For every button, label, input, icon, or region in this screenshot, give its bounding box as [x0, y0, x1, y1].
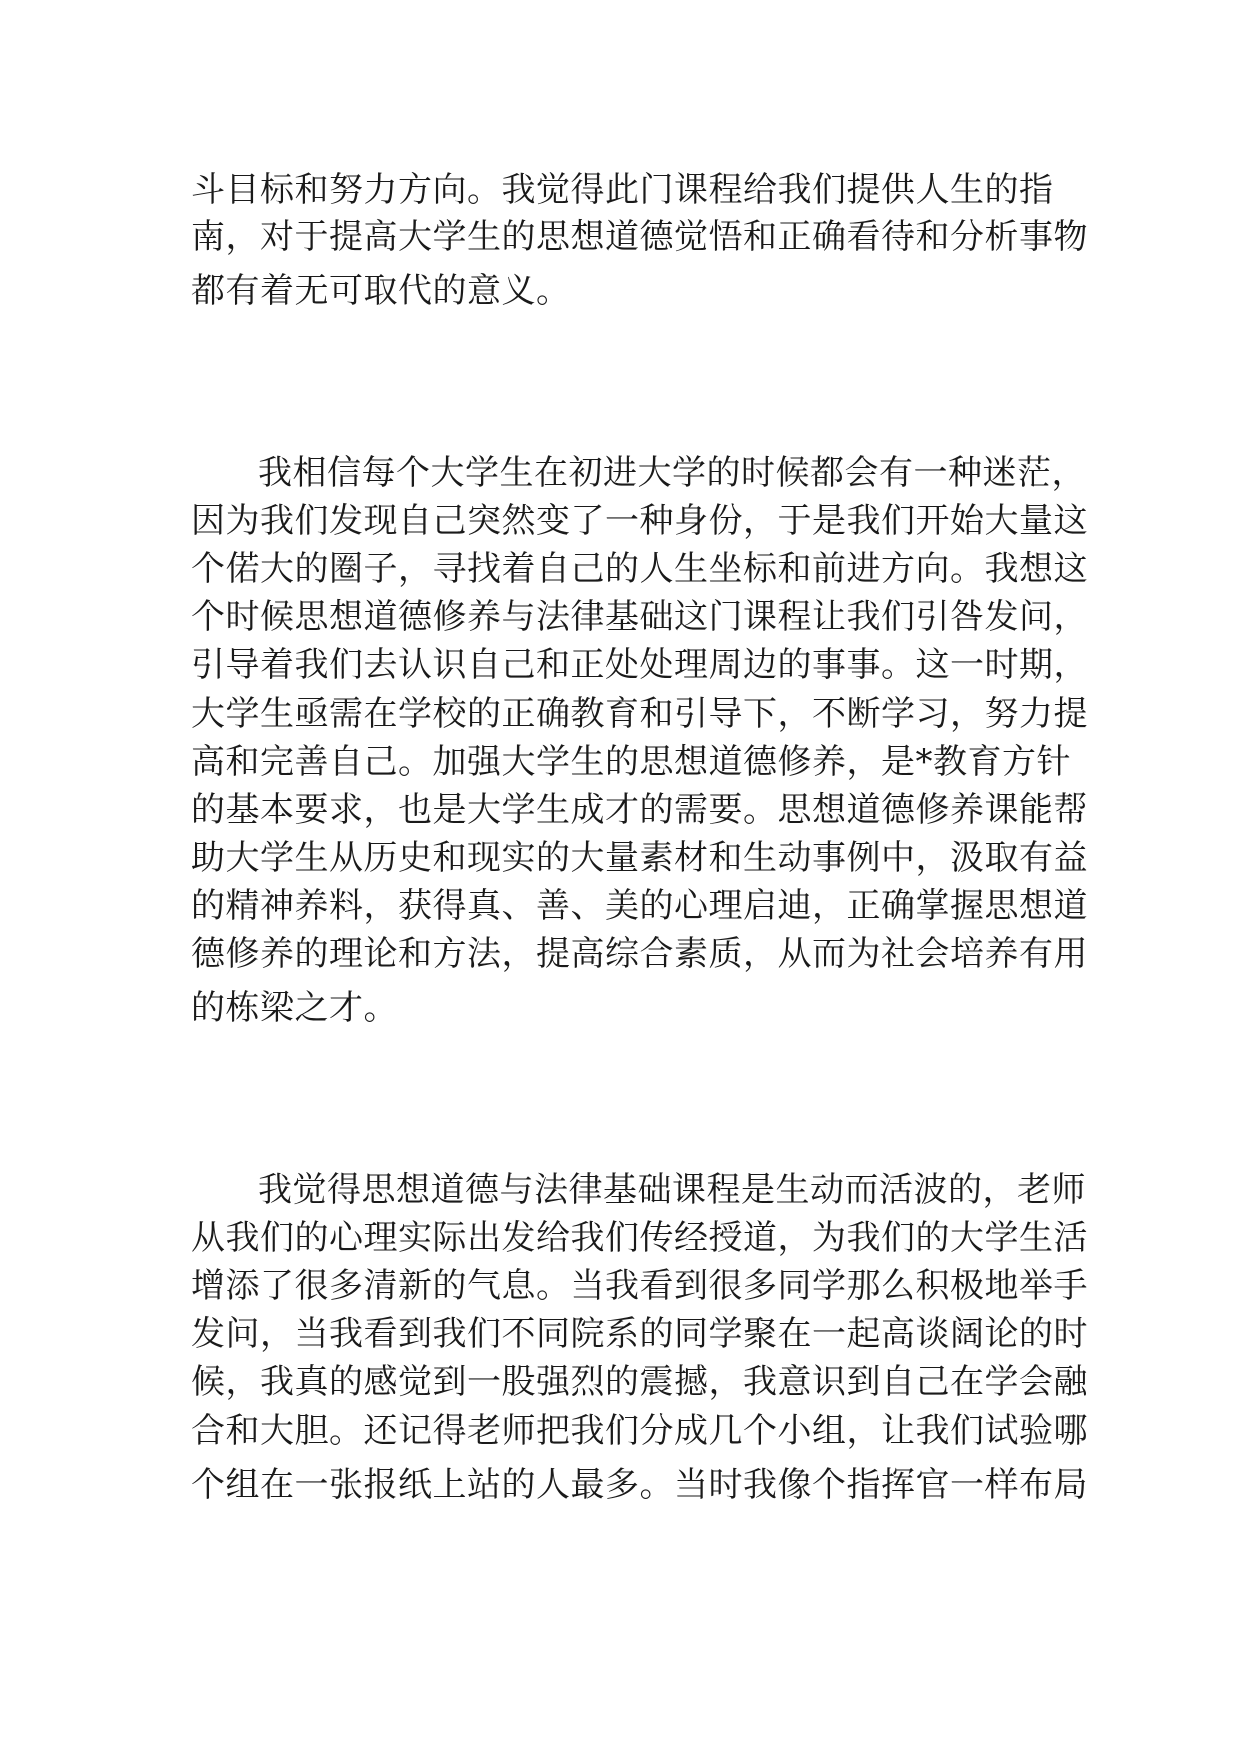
paragraph-3-line-7: 个组在一张报纸上站的人最多。当时我像个指挥官一样布局: [191, 1465, 1088, 1505]
paragraph-2-line-1: 我相信每个大学生在初进大学的时候都会有一种迷茫，: [258, 453, 1086, 493]
paragraph-2-line-2: 因为我们发现自己突然变了一种身份，于是我们开始大量这: [191, 501, 1088, 541]
paragraph-2-line-3: 个偌大的圈子，寻找着自己的人生坐标和前进方向。我想这: [191, 549, 1088, 589]
paragraph-1-line-2: 南，对于提高大学生的思想道德觉悟和正确看待和分析事物: [191, 217, 1088, 257]
paragraph-2-line-11: 德修养的理论和方法，提高综合素质，从而为社会培养有用: [191, 934, 1088, 974]
paragraph-3-line-4: 发问，当我看到我们不同院系的同学聚在一起高谈阔论的时: [191, 1314, 1088, 1354]
paragraph-2-line-10: 的精神养料，获得真、善、美的心理启迪，正确掌握思想道: [191, 886, 1088, 926]
paragraph-2-line-8: 的基本要求，也是大学生成才的需要。思想道德修养课能帮: [191, 790, 1088, 830]
paragraph-2-line-12: 的栋梁之才。: [191, 988, 398, 1028]
paragraph-2-line-5: 引导着我们去认识自己和正处处理周边的事事。这一时期，: [191, 645, 1088, 685]
paragraph-3-line-3: 增添了很多清新的气息。当我看到很多同学那么积极地举手: [191, 1266, 1088, 1306]
paragraph-1-line-1: 斗目标和努力方向。我觉得此门课程给我们提供人生的指: [191, 170, 1054, 210]
paragraph-3-line-1: 我觉得思想道德与法律基础课程是生动而活波的，老师: [258, 1170, 1086, 1210]
paragraph-2-line-7: 高和完善自己。加强大学生的思想道德修养，是*教育方针: [191, 742, 1071, 782]
paragraph-3-line-2: 从我们的心理实际出发给我们传经授道，为我们的大学生活: [191, 1218, 1088, 1258]
paragraph-2-line-4: 个时候思想道德修养与法律基础这门课程让我们引咎发问，: [191, 597, 1088, 637]
paragraph-3-line-5: 候，我真的感觉到一股强烈的震撼，我意识到自己在学会融: [191, 1362, 1088, 1402]
paragraph-2-line-6: 大学生亟需在学校的正确教育和引导下，不断学习，努力提: [191, 694, 1088, 734]
paragraph-2-line-9: 助大学生从历史和现实的大量素材和生动事例中，汲取有益: [191, 838, 1088, 878]
paragraph-1-line-3: 都有着无可取代的意义。: [191, 271, 571, 311]
paragraph-3-line-6: 合和大胆。还记得老师把我们分成几个小组，让我们试验哪: [191, 1411, 1088, 1451]
